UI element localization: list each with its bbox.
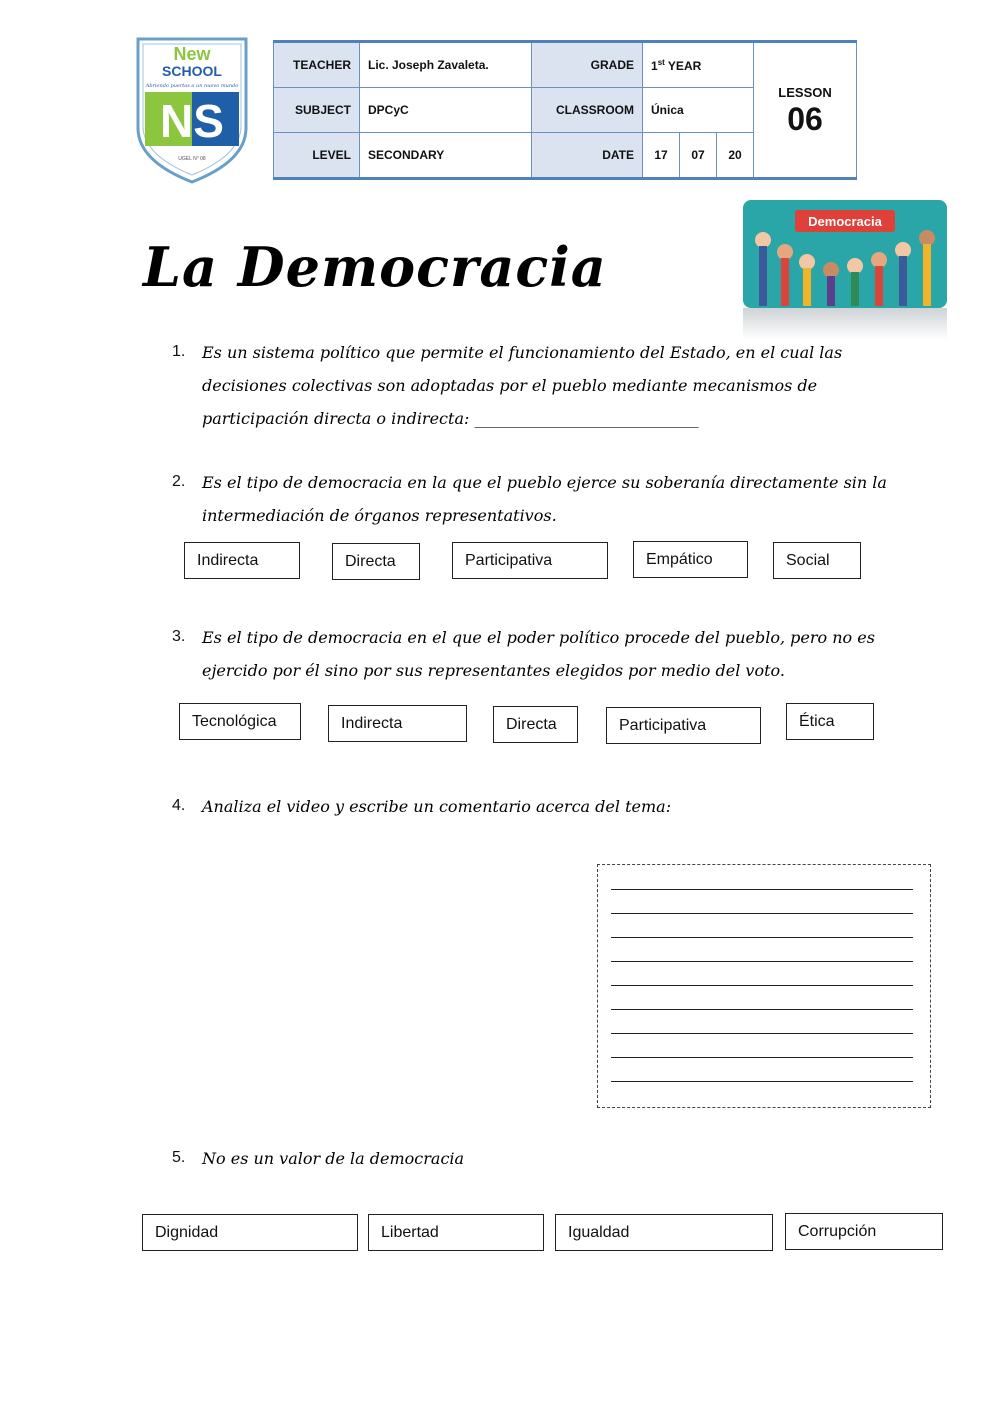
banner-label: Democracia bbox=[808, 214, 882, 229]
question-4-number: 4. bbox=[172, 797, 186, 814]
q3-option-etica[interactable]: Ética bbox=[786, 703, 874, 740]
subject-label: SUBJECT bbox=[274, 88, 360, 133]
lesson-label: LESSON bbox=[778, 84, 832, 100]
teacher-value: Lic. Joseph Zavaleta. bbox=[360, 42, 532, 88]
page-title: La Democracia bbox=[143, 235, 607, 299]
q5-option-libertad[interactable]: Libertad bbox=[368, 1214, 544, 1251]
date-label: DATE bbox=[532, 133, 643, 179]
logo-tagline: Abriendo puertas a un nuevo mundo bbox=[145, 83, 239, 89]
q3-option-participativa[interactable]: Participativa bbox=[606, 707, 761, 744]
writing-line bbox=[611, 1033, 913, 1034]
writing-line bbox=[611, 985, 913, 986]
question-5-text: No es un valor de la democracia bbox=[202, 1149, 465, 1168]
date-day: 17 bbox=[643, 133, 680, 179]
q2-option-participativa[interactable]: Participativa bbox=[452, 542, 608, 579]
grade-value: 1st YEAR bbox=[643, 42, 754, 88]
header-info-table bbox=[273, 40, 857, 180]
question-3-number: 3. bbox=[172, 628, 186, 645]
q2-option-indirecta[interactable]: Indirecta bbox=[184, 542, 300, 579]
lesson-number: 06 bbox=[787, 100, 823, 137]
logo-school-text: SCHOOL bbox=[162, 63, 222, 79]
logo-ugel: UGEL N° 08 bbox=[178, 156, 206, 162]
question-2-number: 2. bbox=[172, 473, 186, 490]
q2-option-social[interactable]: Social bbox=[773, 542, 861, 579]
q3-option-directa[interactable]: Directa bbox=[493, 706, 578, 743]
writing-line bbox=[611, 913, 913, 914]
writing-line bbox=[611, 1057, 913, 1058]
comment-writing-box[interactable] bbox=[597, 864, 931, 1108]
writing-line bbox=[611, 889, 913, 890]
writing-line bbox=[611, 1081, 913, 1082]
q3-option-tecnologica[interactable]: Tecnológica bbox=[179, 703, 301, 740]
question-1-text: Es un sistema político que permite el funcionamiento del Estado, en el cual las decisiones colectivas son adoptadas por el pueblo mediante mecanismos de participación directa o indirecta: ____________________________ bbox=[202, 343, 843, 428]
question-1-number: 1. bbox=[172, 343, 186, 360]
grade-label: GRADE bbox=[532, 42, 643, 88]
logo-ns-letters: NS bbox=[160, 95, 224, 147]
q5-option-igualdad[interactable]: Igualdad bbox=[555, 1214, 773, 1251]
democracia-banner-image bbox=[743, 200, 947, 340]
q5-option-corrupcion[interactable]: Corrupción bbox=[785, 1213, 943, 1250]
classroom-label: CLASSROOM bbox=[532, 88, 643, 133]
subject-value: DPCyC bbox=[360, 88, 532, 133]
logo-new-text: New bbox=[173, 44, 211, 64]
writing-line bbox=[611, 937, 913, 938]
q2-option-directa[interactable]: Directa bbox=[332, 543, 420, 580]
question-3-text: Es el tipo de democracia en el que el poder político procede del pueblo, pero no es ejercido por él sino por sus representantes elegidos por medio del voto. bbox=[202, 628, 875, 680]
question-2-text: Es el tipo de democracia en la que el pueblo ejerce su soberanía directamente sin la intermediación de órganos representativos. bbox=[202, 473, 887, 525]
q2-option-empatico[interactable]: Empático bbox=[633, 541, 748, 578]
date-year: 20 bbox=[717, 133, 754, 179]
level-value: SECONDARY bbox=[360, 133, 532, 179]
question-5-number: 5. bbox=[172, 1149, 186, 1166]
date-month: 07 bbox=[680, 133, 717, 179]
classroom-value: Única bbox=[643, 88, 754, 133]
school-logo bbox=[135, 36, 249, 184]
writing-line bbox=[611, 961, 913, 962]
q3-option-indirecta[interactable]: Indirecta bbox=[328, 705, 467, 742]
writing-line bbox=[611, 1009, 913, 1010]
lesson-box bbox=[754, 42, 857, 179]
question-4-text: Analiza el video y escribe un comentario acerca del tema: bbox=[202, 797, 672, 816]
teacher-label: TEACHER bbox=[274, 42, 360, 88]
q5-option-dignidad[interactable]: Dignidad bbox=[142, 1214, 358, 1251]
level-label: LEVEL bbox=[274, 133, 360, 179]
